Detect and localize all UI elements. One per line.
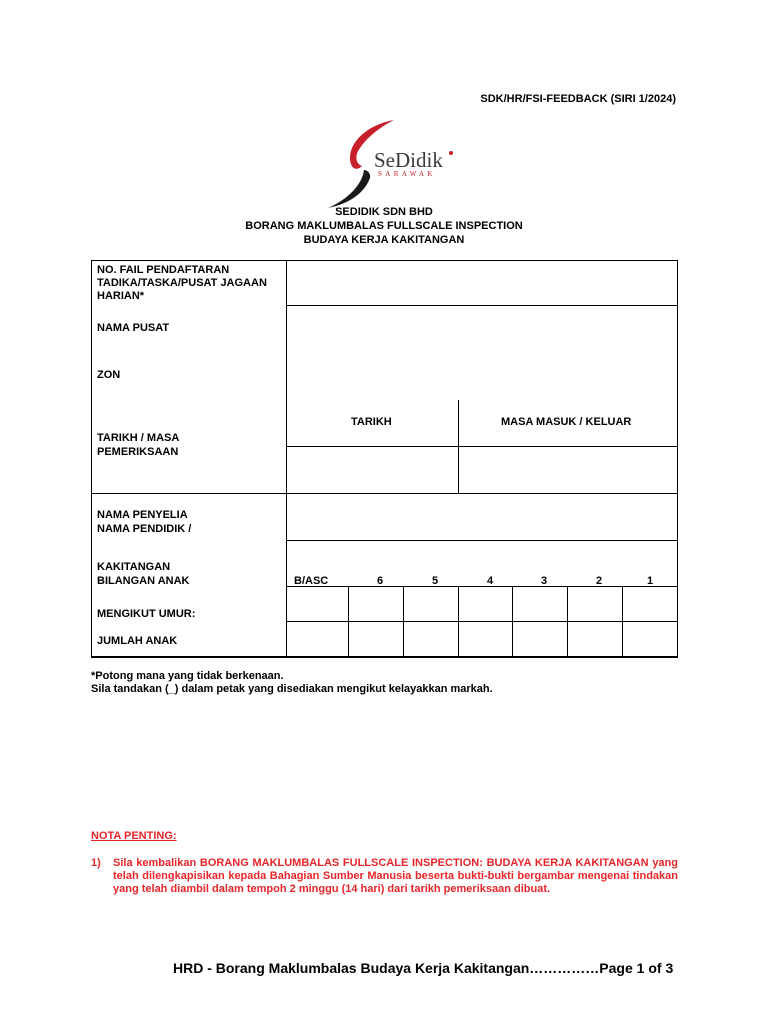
note-tandakan: Sila tandakan (_) dalam petak yang disediakan mengikut kelayakkan markah. bbox=[91, 683, 493, 695]
logo-sub-text: SARAWAK bbox=[378, 170, 436, 178]
form-notes bbox=[91, 670, 493, 696]
age-col-basc: B/ASC bbox=[294, 575, 329, 587]
age-col-2: 2 bbox=[596, 575, 603, 587]
tarikh-masa-label-2: PEMERIKSAAN bbox=[97, 446, 179, 458]
table-divider-label-column bbox=[286, 260, 287, 657]
table-border-bottom bbox=[91, 656, 678, 658]
age-col-divider-4 bbox=[512, 586, 513, 657]
table-line-tarikh-header bbox=[286, 446, 678, 447]
jumlah-anak-label: JUMLAH ANAK bbox=[97, 635, 178, 647]
age-col-4: 4 bbox=[487, 575, 494, 587]
nota-penting-heading: NOTA PENTING: bbox=[91, 830, 177, 842]
table-line-after-tarikh bbox=[91, 493, 678, 494]
company-name: SEDIDIK SDN BHD bbox=[335, 206, 433, 218]
table-line-after-fail bbox=[286, 305, 678, 306]
age-col-divider-5 bbox=[567, 586, 568, 657]
nota-item-body bbox=[113, 857, 678, 896]
age-col-divider-1 bbox=[348, 586, 349, 657]
age-col-divider-6 bbox=[622, 586, 623, 657]
nota-item-number: 1) bbox=[91, 857, 101, 869]
age-col-divider-2 bbox=[403, 586, 404, 657]
age-col-3: 3 bbox=[541, 575, 548, 587]
form-title: BORANG MAKLUMBALAS FULLSCALE INSPECTION bbox=[245, 220, 523, 232]
document-titles bbox=[0, 205, 768, 247]
mengikut-umur-label: MENGIKUT UMUR: bbox=[97, 608, 196, 620]
form-subtitle: BUDAYA KERJA KAKITANGAN bbox=[303, 234, 465, 246]
document-reference: SDK/HR/FSI-FEEDBACK (SIRI 1/2024) bbox=[480, 93, 676, 105]
age-col-6: 6 bbox=[377, 575, 384, 587]
table-line-age-header bbox=[286, 586, 678, 587]
age-col-5: 5 bbox=[432, 575, 439, 587]
age-col-1: 1 bbox=[647, 575, 654, 587]
nama-pusat-label: NAMA PUSAT bbox=[97, 322, 170, 334]
tarikh-masa-label-1: TARIKH / MASA bbox=[97, 432, 180, 444]
kakitangan-label: KAKITANGAN bbox=[97, 561, 171, 573]
bilangan-anak-label: BILANGAN ANAK bbox=[97, 575, 190, 587]
table-border-right bbox=[677, 260, 678, 657]
nama-penyelia-label: NAMA PENYELIA bbox=[97, 509, 188, 521]
table-line-after-penyelia bbox=[286, 540, 678, 541]
page-footer: HRD - Borang Maklumbalas Budaya Kerja Kakitangan……………Page 1 of 3 bbox=[173, 960, 674, 976]
nota-rest-text: yang telah dilengkapisikan kepada Bahagian Sumber Manusia beserta bukti-bukti bergambar mengenai tindakan yang telah diambil dalam tempoh 2 minggu (14 hari) dari tarikh pemeriksaan dibuat. bbox=[113, 857, 678, 895]
sedidik-logo bbox=[320, 118, 460, 210]
fail-label-line-1: NO. FAIL PENDAFTARAN bbox=[97, 264, 230, 276]
table-border-left bbox=[91, 260, 92, 657]
masa-column-header: MASA MASUK / KELUAR bbox=[501, 416, 632, 428]
logo-brand-text: SeDidik bbox=[374, 148, 443, 172]
note-potong: *Potong mana yang tidak berkenaan. bbox=[91, 670, 284, 682]
table-line-age-row bbox=[286, 621, 678, 622]
tarikh-column-header: TARIKH bbox=[351, 416, 392, 428]
fail-label-line-3: HARIAN* bbox=[97, 290, 145, 302]
age-col-divider-3 bbox=[458, 586, 459, 657]
table-border-top bbox=[91, 260, 678, 261]
zon-label: ZON bbox=[97, 369, 121, 381]
nama-pendidik-label: NAMA PENDIDIK / bbox=[97, 523, 192, 535]
nota-lead-text: Sila kembalikan BORANG MAKLUMBALAS FULLSCALE INSPECTION: BUDAYA KERJA KAKITANGAN bbox=[113, 857, 649, 869]
fail-label-line-2: TADIKA/TASKA/PUSAT JAGAAN bbox=[97, 277, 267, 289]
